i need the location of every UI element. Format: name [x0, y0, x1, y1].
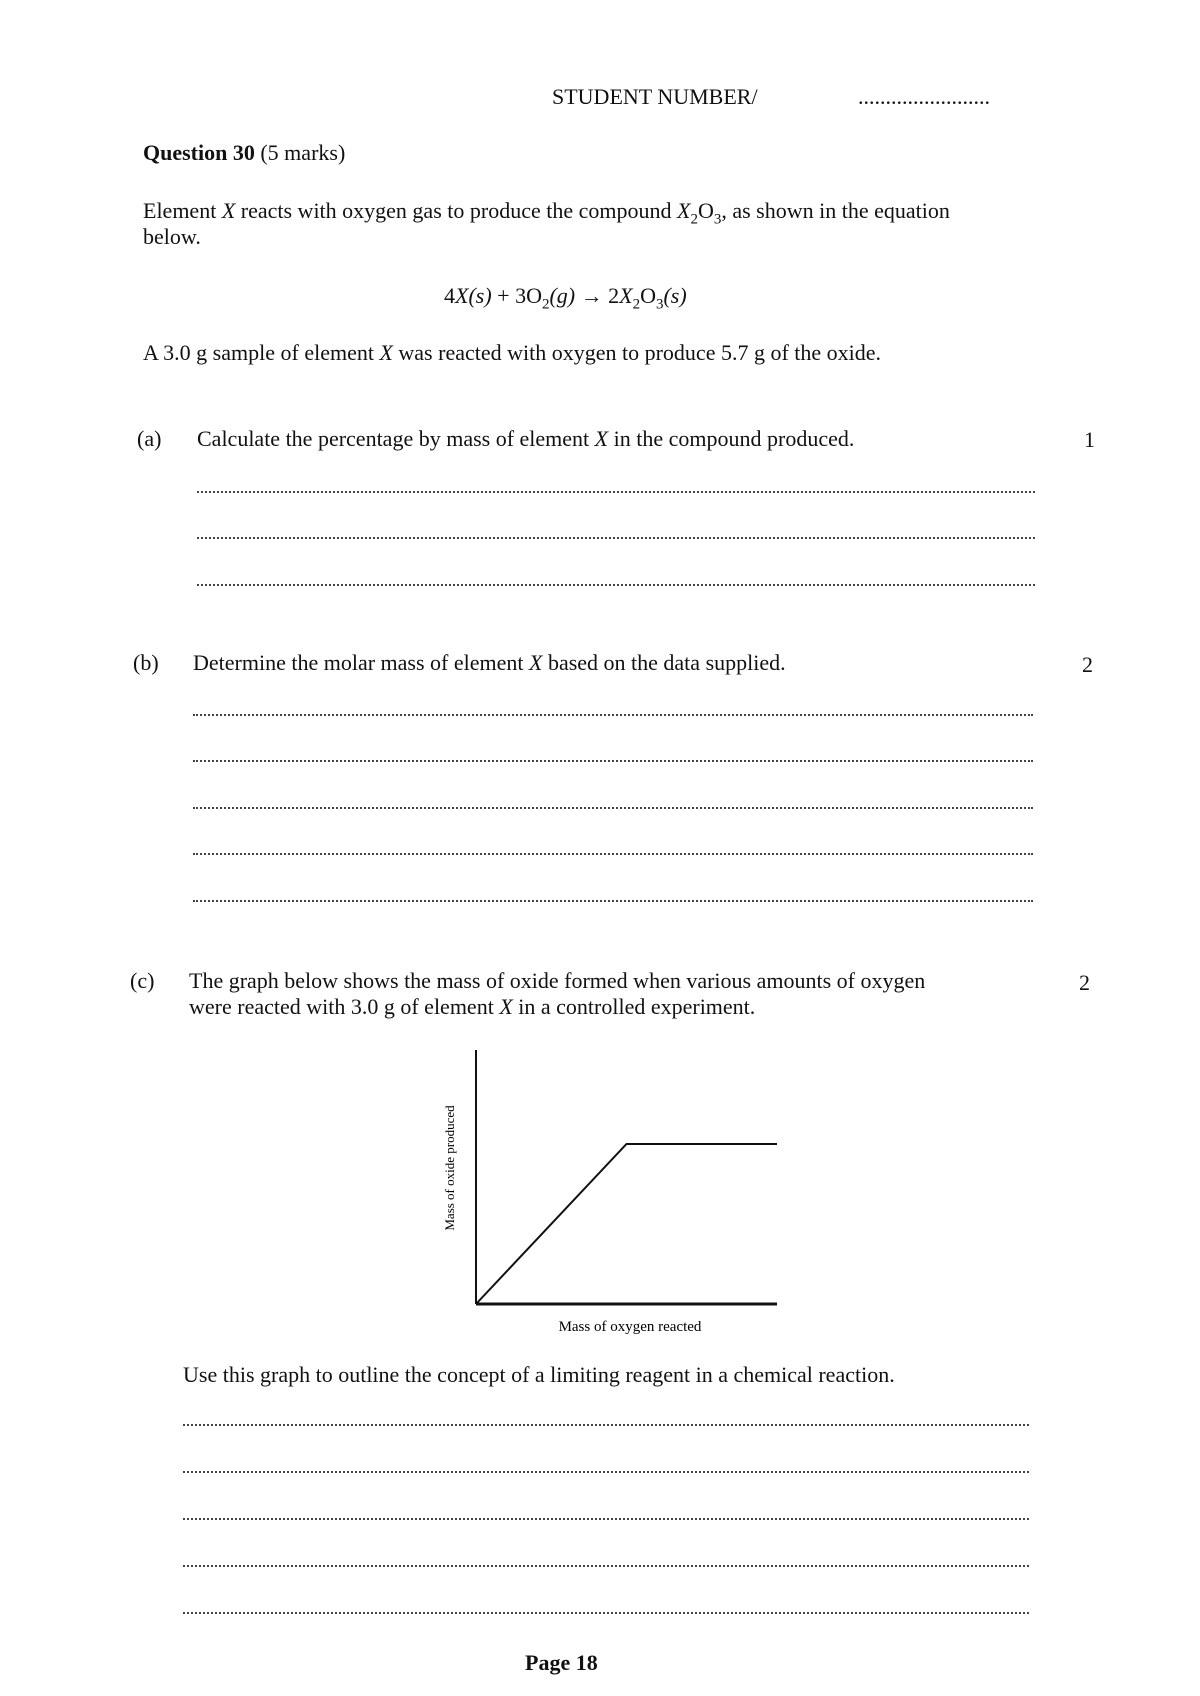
question-marks: (5 marks) [260, 140, 346, 165]
eq-product-sub-a: 2 [632, 296, 641, 313]
answer-line[interactable] [193, 760, 1033, 762]
eq-state-s: (s) [468, 283, 492, 308]
part-c-line2-2: in a controlled experiment. [512, 994, 756, 1019]
compound-sub1: 2 [690, 211, 698, 228]
part-c-label: (c) [130, 968, 155, 993]
question-heading [143, 140, 345, 166]
part-a-text-1: Calculate the percentage by mass of element [197, 426, 595, 451]
student-number-label: STUDENT NUMBER/ [552, 84, 758, 109]
intro-text-3: , as shown in the equation [721, 198, 950, 223]
intro-text-1: Element [143, 198, 222, 223]
eq-x-product: X [619, 283, 633, 308]
answer-line[interactable] [197, 584, 1035, 586]
part-a-marks: 1 [1084, 427, 1095, 452]
compound-x: X [676, 198, 691, 223]
chemical-equation [444, 283, 687, 313]
part-b-text-2: based on the data supplied. [542, 650, 786, 675]
answer-line[interactable] [183, 1424, 1029, 1426]
part-a-var: X [594, 426, 609, 451]
sample-text-1: A 3.0 g sample of element [143, 340, 380, 365]
part-b-text-1: Determine the molar mass of element [193, 650, 529, 675]
question-intro [143, 198, 1043, 250]
eq-plus-o: + 3O [491, 283, 542, 308]
part-c-text [189, 968, 1069, 1020]
part-c-var: X [499, 994, 513, 1019]
question-title: Question 30 [143, 140, 255, 165]
answer-line[interactable] [197, 537, 1035, 539]
intro-line2: below. [143, 224, 201, 249]
part-c-prompt: Use this graph to outline the concept of a limiting reagent in a chemical reaction. [183, 1362, 895, 1387]
answer-line[interactable] [193, 714, 1033, 716]
intro-text-2: reacts with oxygen gas to produce the compound [235, 198, 677, 223]
answer-line[interactable] [197, 491, 1035, 493]
eq-state-g: (g) [549, 283, 576, 308]
sample-var: X [379, 340, 393, 365]
page-number: Page 18 [525, 1650, 598, 1675]
answer-line[interactable] [193, 853, 1033, 855]
part-a-text-2: in the compound produced. [608, 426, 855, 451]
student-number-blank[interactable]: ........................ [858, 84, 990, 109]
oxide-mass-graph [420, 1040, 800, 1340]
part-b-marks: 2 [1082, 652, 1093, 677]
eq-arrow: → 2 [575, 283, 620, 308]
eq-o-sub: 2 [541, 296, 550, 313]
oxide-mass-series-line [476, 1144, 777, 1304]
intro-var: X [221, 198, 236, 223]
answer-line[interactable] [193, 807, 1033, 809]
answer-line[interactable] [183, 1518, 1029, 1520]
part-b-text [193, 650, 786, 676]
eq-state-s-product: (s) [663, 283, 687, 308]
part-c-line2-1: were reacted with 3.0 g of element [189, 994, 500, 1019]
y-axis-label: Mass of oxide produced [442, 1105, 457, 1231]
answer-line[interactable] [183, 1612, 1029, 1614]
part-c-line1: The graph below shows the mass of oxide formed when various amounts of oxygen [189, 968, 926, 993]
eq-product-sub-b: 3 [655, 296, 664, 313]
answer-line[interactable] [183, 1471, 1029, 1473]
part-a-label: (a) [137, 426, 162, 451]
part-c-marks: 2 [1079, 970, 1090, 995]
compound-sub2: 3 [713, 211, 722, 228]
compound-o: O [697, 198, 714, 223]
x-axis-label: Mass of oxygen reacted [558, 1319, 702, 1335]
answer-line[interactable] [193, 900, 1033, 902]
eq-coef-1: 4 [444, 283, 455, 308]
sample-text-2: was reacted with oxygen to produce 5.7 g of the oxide. [392, 340, 882, 365]
part-a-text [197, 426, 854, 452]
part-b-var: X [529, 650, 543, 675]
eq-x: X [455, 283, 469, 308]
eq-product-o: O [640, 283, 656, 308]
part-b-label: (b) [133, 650, 159, 675]
answer-line[interactable] [183, 1565, 1029, 1567]
sample-sentence [143, 340, 881, 366]
